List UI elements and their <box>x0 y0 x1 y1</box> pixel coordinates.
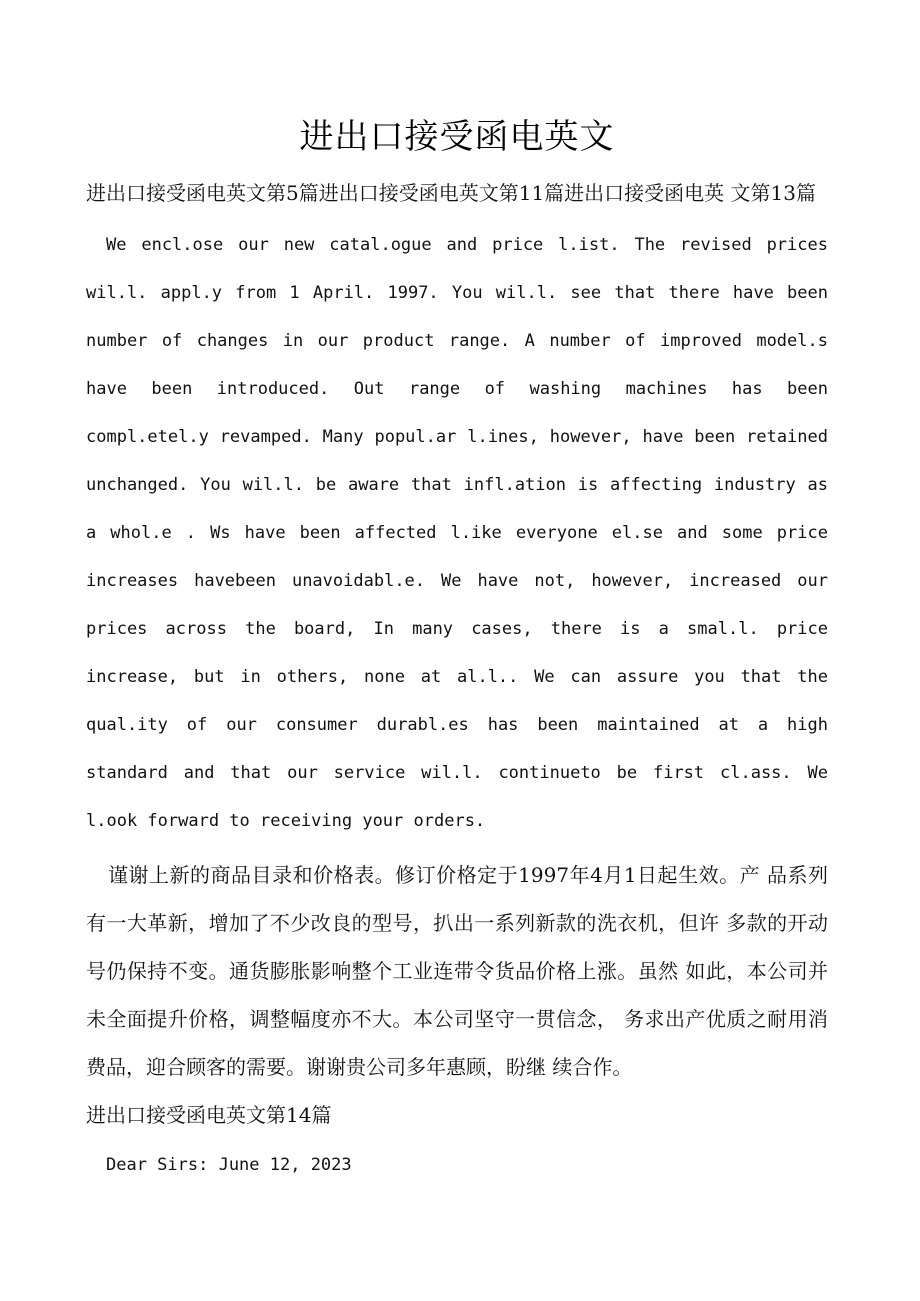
document-title: 进出口接受函电英文 <box>299 117 615 157</box>
section-heading: 进出口接受函电英文第14篇 <box>86 1103 332 1127</box>
english-letter-paragraph: We encl.ose our new catal.ogue and price l.ist. The revised prices wil.l. appl.y from 1 April. 1997. You wil.l. see that there have been number of changes in our product range. A number of improved model.s have been introduced. Out range of washing machines has been compl.etel.y revamped. Many popul.ar l.ines, however, have been retained unchanged. You wil.l. be aware that infl.ation is affecting industry as a whol.e . Ws have been affected l.ike everyone el.se and some price increases havebeen unavoidabl.e. We have not, however, increased our prices across the board, In many cases, there is a smal.l. price increase, but in others, none at al.l.. We can assure you that the qual.ity of our consumer durabl.es has been maintained at a high standard and that our service wil.l. continueto be first cl.ass. We l.ook forward to receiving your orders. <box>86 235 828 831</box>
document-page <box>86 108 828 1189</box>
letter-salutation: Dear Sirs: June 12, 2023 <box>106 1155 352 1175</box>
chinese-translation-paragraph: 谨谢上新的商品目录和价格表。修订价格定于1997年4月1日起生效。产 品系列有一大革新，增加了不少改良的型号，扒出一系列新款的洗衣机，但许 多款的开动号仍保持不变。通货膨胀影响整个工业连带令货品价格上涨。虽然 如此，本公司并未全面提升价格，调整幅度亦不大。本公司坚守一贯信念， 务求出产优质之耐用消费品，迎合顾客的需要。谢谢贵公司多年惠顾，盼继 续合作。 <box>86 863 828 1079</box>
document-subtitle: 进出口接受函电英文第5篇进出口接受函电英文第11篇进出口接受函电英 文第13篇 <box>86 181 816 205</box>
